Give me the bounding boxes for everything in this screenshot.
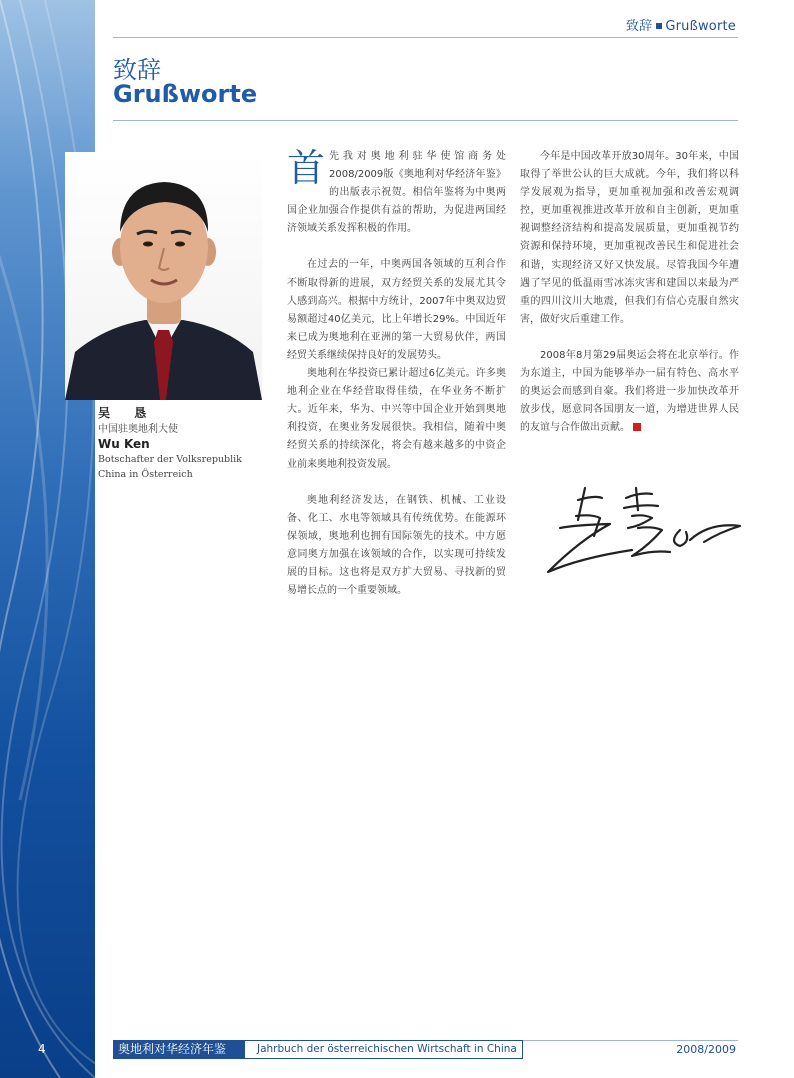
page-title-de: Grußworte [113, 80, 258, 108]
author-portrait [65, 152, 262, 400]
author-title-de: Botschafter der Volksrepublik China in Österreich [98, 454, 242, 480]
header-divider [113, 37, 738, 38]
paragraph [520, 347, 739, 437]
paragraph [287, 148, 506, 238]
square-icon [656, 23, 662, 29]
page-title-zh: 致辞 [113, 56, 161, 84]
author-name-de: Wu Ken [98, 437, 150, 451]
signature [540, 470, 750, 580]
page-number: 4 [38, 1042, 46, 1056]
footer-book-title-de: Jahrbuch der österreichischen Wirtschaft in China [245, 1040, 523, 1059]
author-name-zh: 吴 恳 [98, 406, 157, 420]
footer-year: 2008/2009 [676, 1043, 736, 1056]
paragraph-text: 先我对奥地利驻华使馆商务处2008/2009版《奥地利对华经济年鉴》的出版表示祝贺。相信年鉴将为中奥两国企业加强合作提供有益的帮助，为促进两国经济领域关系发挥积极的作用。 [287, 151, 506, 235]
dropcap: 首 [287, 146, 326, 190]
end-mark-icon [633, 423, 641, 431]
running-header-de: Grußworte [665, 19, 736, 34]
paragraph: 奥地利在华投资已累计超过6亿美元。许多奥地利企业在华经营取得佳绩，在华业务不断扩大。近年来，华为、中兴等中国企业开始到奥地利投资，在奥业务发展很快。我相信，随着中奥经贸关系的持续深化，将会有越来越多的中资企业前来奥地利投资发展。 [287, 368, 506, 470]
text-column-2 [520, 148, 739, 437]
running-header-zh: 致辞 [625, 19, 653, 34]
paragraph-text: 2008年8月第29届奥运会将在北京举行。作为东道主，中国为能够举办一届有特色、高水平的奥运会而感到自豪。我们将进一步加快改革开放步伐，愿意同各国朋友一道，为增进世界人民的友谊与合作做出贡献。 [520, 349, 739, 434]
paragraph: 奥地利经济发达，在钢铁、机械、工业设备、化工、水电等领域具有传统优势。在能源环保领域，奥地利也拥有国际领先的技术。中方愿意同奥方加强在该领域的合作，以实现可持续发展的目标。这也将是双方扩大贸易、寻找新的贸易增长点的一个重要领域。 [287, 494, 506, 597]
running-header [626, 15, 736, 34]
author-title-zh: 中国驻奥地利大使 [98, 424, 178, 435]
text-column-1 [287, 148, 506, 600]
paragraph: 今年是中国改革开放30周年。30年来，中国取得了举世公认的巨大成就。今年，我们将以科学发展观为指导，更加重视加强和改善宏观调控，更加重视推进改革开放和自主创新，更加重视调整经济结构和提高发展质量，更加重视节约资源和保持环境，更加重视改善民生和促进社会和谐，实现经济又好又快发展。尽管我国今年遭遇了罕见的低温雨雪冰冻灾害和建国以来最为严重的四川汶川大地震，但我们有信心克服自然灾害，做好灾后重建工作。 [520, 151, 739, 325]
footer-book-title-zh: 奥地利对华经济年鉴 [113, 1040, 245, 1059]
title-divider [113, 120, 738, 121]
paragraph: 在过去的一年，中奥两国各领域的互利合作不断取得新的进展，双方经贸关系的发展尤其令人感到高兴。根据中方统计，2007年中奥双边贸易额超过40亿美元，比上年增长29%。中国近年来已成为奥地利在亚洲的第一大贸易伙伴，两国经贸关系继续保持良好的发展势头。 [287, 259, 506, 361]
